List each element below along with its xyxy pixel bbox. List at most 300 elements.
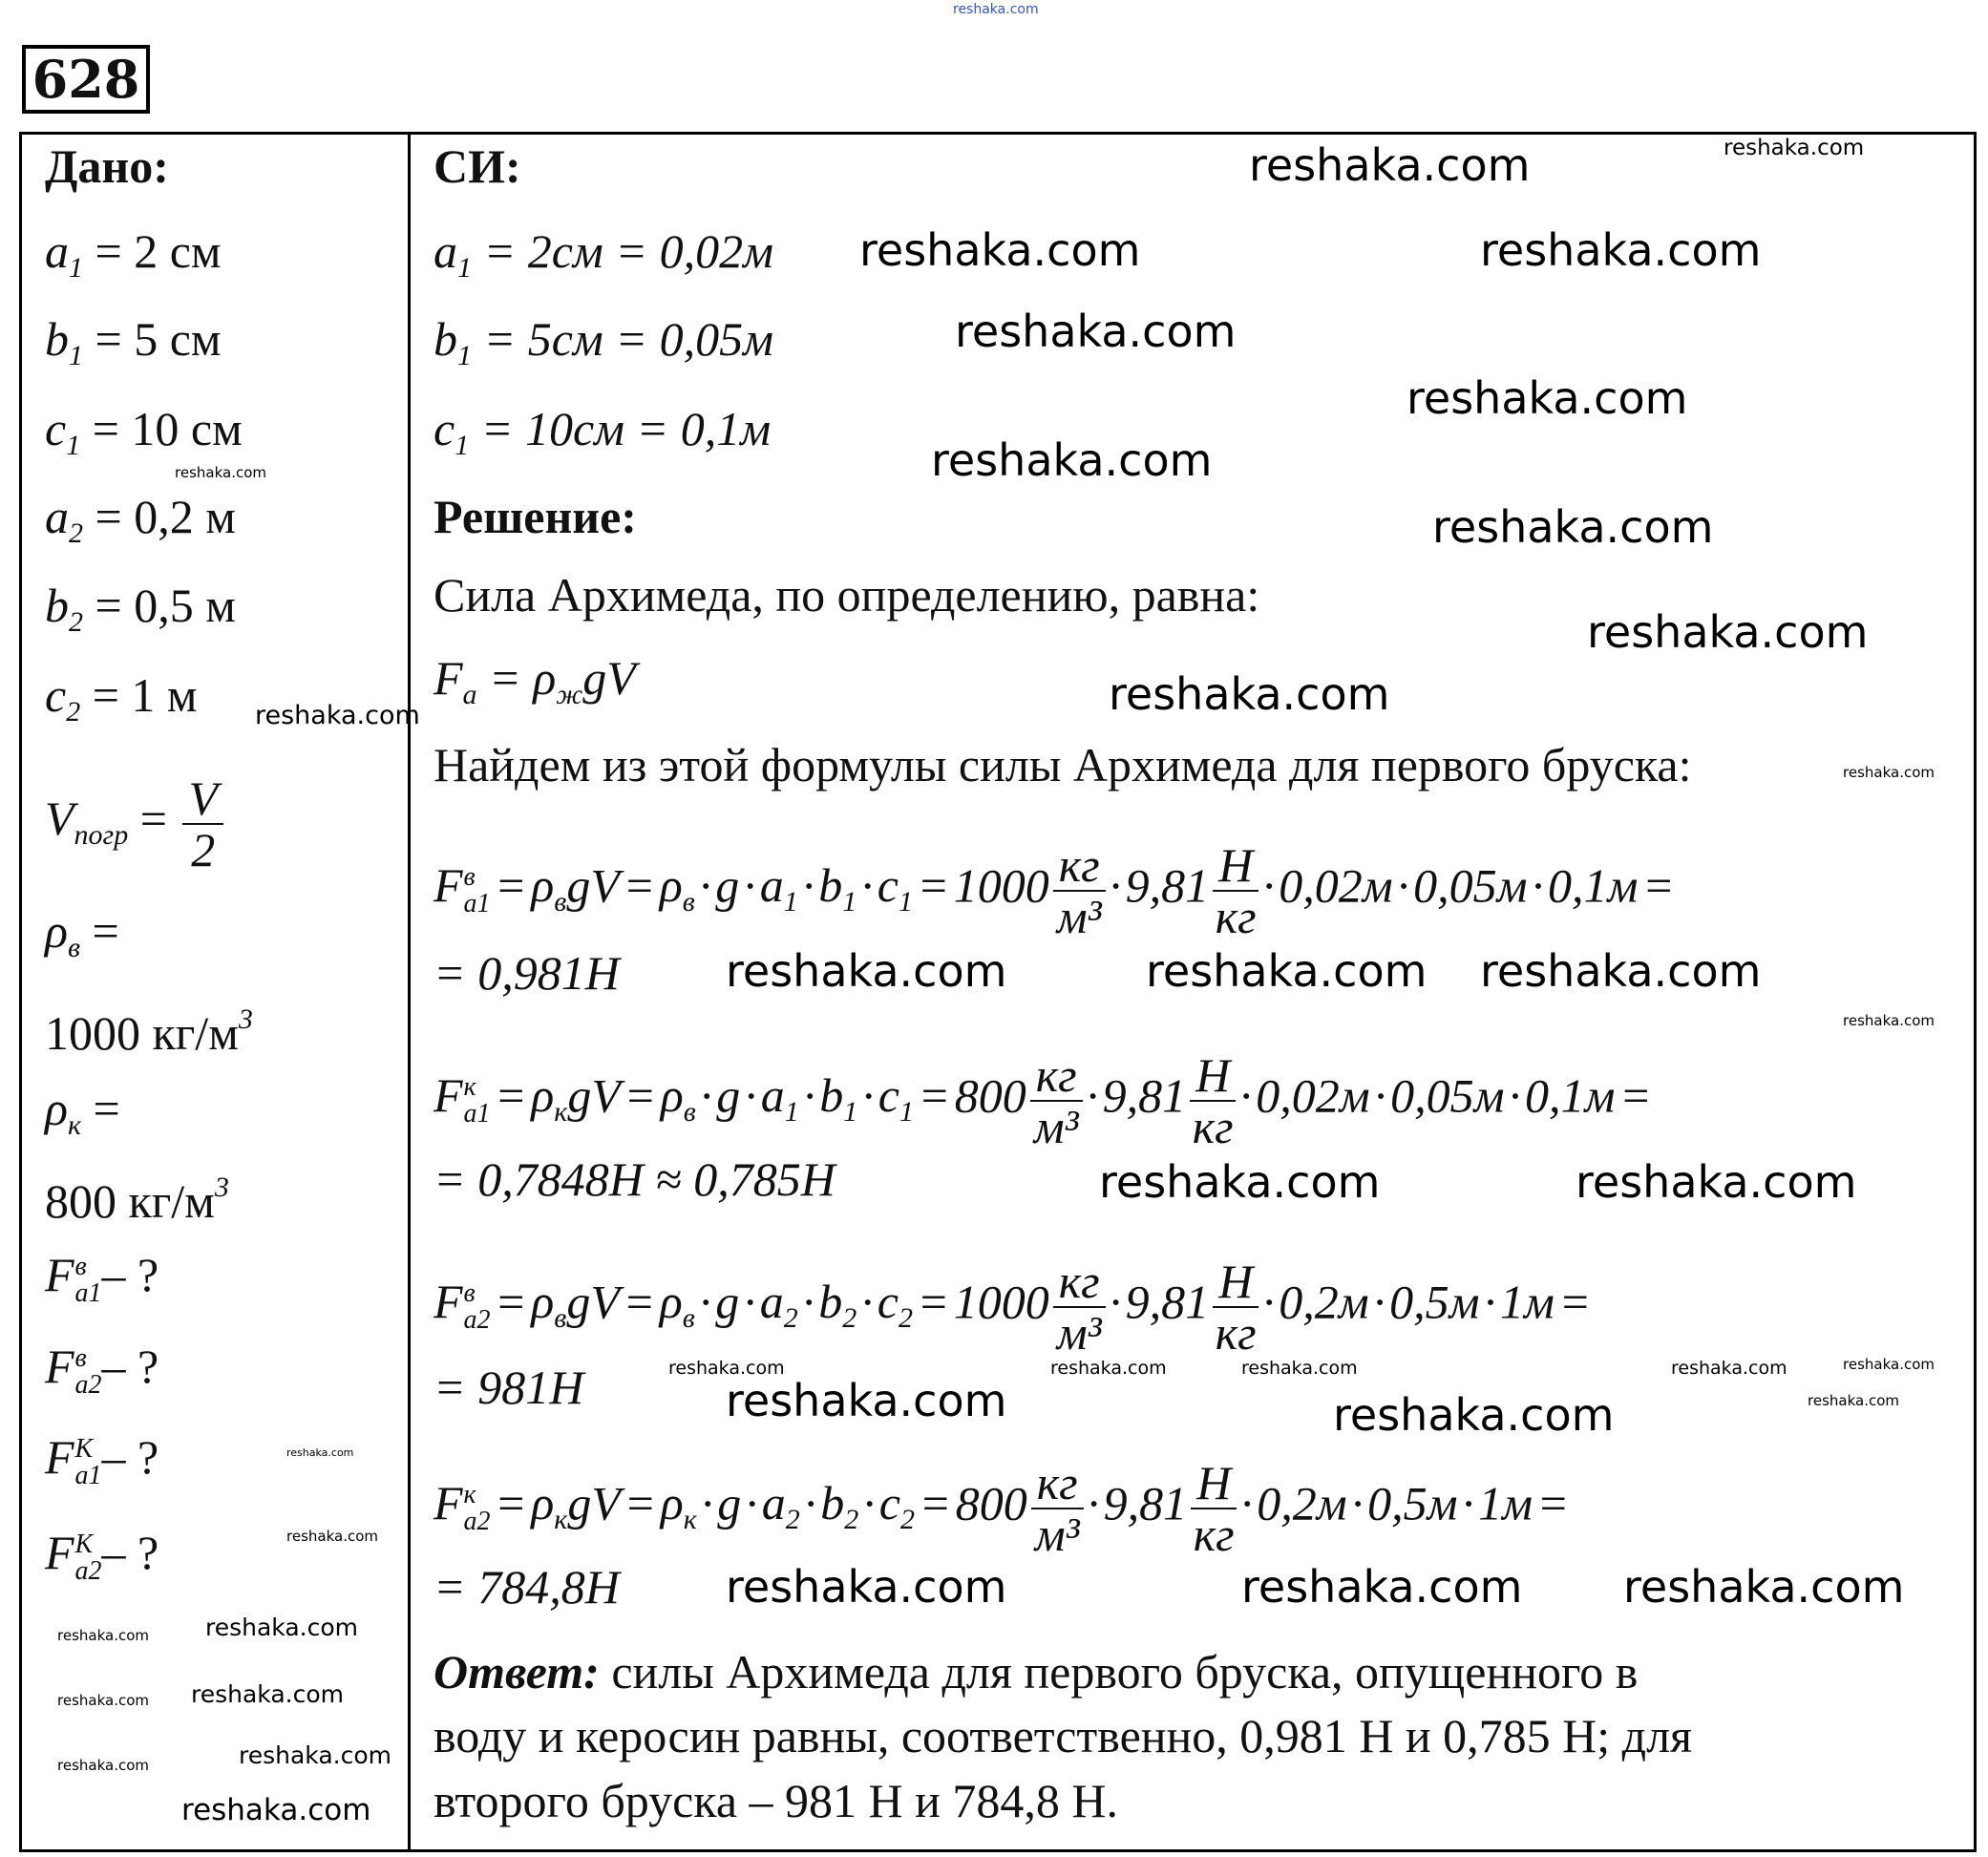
variable: b xyxy=(818,858,843,913)
variable: c xyxy=(45,402,67,455)
unknown-line xyxy=(45,1424,159,1490)
numerator: Н xyxy=(1213,1256,1258,1308)
math-variable xyxy=(818,1268,857,1352)
index-stack xyxy=(75,1531,102,1585)
denominator: м³ xyxy=(1033,1100,1079,1153)
subscript: a1 xyxy=(74,1277,102,1308)
given-line xyxy=(45,1075,120,1159)
formula-line xyxy=(434,840,1675,941)
numerator: кг xyxy=(1031,1458,1084,1509)
variable: F xyxy=(45,1248,74,1301)
math-text: · 0,2м · 0,5м · 1м = xyxy=(1262,1275,1592,1329)
math-variable xyxy=(434,644,477,728)
index-stack xyxy=(74,1342,102,1400)
superscript: в xyxy=(74,1251,87,1281)
solution-heading: Решение: xyxy=(434,490,637,543)
variable: ρ xyxy=(45,1082,68,1135)
column-divider xyxy=(408,132,411,1850)
subscript: 1 xyxy=(69,252,83,284)
formula-line xyxy=(434,1256,1591,1358)
math-variable xyxy=(45,572,83,656)
variable: c xyxy=(877,1275,899,1329)
denominator: м³ xyxy=(1056,890,1102,943)
index-stack xyxy=(74,1433,102,1490)
math-variable xyxy=(434,395,469,479)
math-text: = 5см = 0,05м xyxy=(472,312,773,366)
math-text: · 0,2м · 0,5м · 1м = xyxy=(1240,1476,1570,1530)
watermark: reshaka.com xyxy=(1406,372,1688,424)
given-line xyxy=(45,218,222,302)
math-text: = xyxy=(476,651,534,705)
math-variable xyxy=(45,1424,102,1490)
given-line xyxy=(45,897,119,981)
math-variable xyxy=(661,1062,696,1146)
variable: c xyxy=(434,402,455,455)
math-variable xyxy=(819,1062,857,1146)
math-variable xyxy=(818,852,857,936)
watermark: reshaka.com xyxy=(1241,1358,1358,1379)
math-variable xyxy=(820,1469,858,1553)
watermark: reshaka.com xyxy=(726,1375,1007,1426)
denominator: м³ xyxy=(1034,1508,1080,1561)
fraction xyxy=(1030,1050,1083,1151)
subscript: 1 xyxy=(66,430,81,461)
text: = xyxy=(80,904,119,958)
subscript: 1 xyxy=(457,340,472,371)
math-variable xyxy=(762,1469,800,1553)
formula-line xyxy=(434,1050,1652,1151)
text: – ? xyxy=(101,1526,159,1579)
exponent: 3 xyxy=(238,1003,253,1035)
math-text: = 0,7848Н ≈ 0,785Н xyxy=(434,1152,835,1206)
variable: F xyxy=(434,858,463,913)
text: 800 кг/м xyxy=(45,1174,215,1228)
watermark: reshaka.com xyxy=(57,1757,149,1774)
watermark: reshaka.com xyxy=(1671,1358,1787,1379)
fraction xyxy=(1213,840,1258,941)
watermark: reshaka.com xyxy=(255,701,420,730)
watermark: reshaka.com xyxy=(955,306,1237,357)
math-variable xyxy=(660,852,695,936)
unknown-line xyxy=(45,1333,159,1400)
math-text: = 0,981Н xyxy=(434,946,620,1000)
superscript: К xyxy=(74,1529,94,1559)
watermark: reshaka.com xyxy=(1146,945,1428,997)
watermark: reshaka.com xyxy=(286,1528,378,1545)
variable: F xyxy=(45,1430,74,1484)
watermark: reshaka.com xyxy=(57,1692,149,1709)
watermark: reshaka.com xyxy=(1249,139,1531,191)
variable: ρ xyxy=(531,1476,555,1530)
math-text: · 9,81 xyxy=(1109,1275,1210,1329)
watermark: reshaka.com xyxy=(931,434,1213,486)
problem-number: 628 xyxy=(22,45,150,114)
subscript: a2 xyxy=(463,1507,491,1536)
math-text: · 0,02м · 0,05м · 0,1м = xyxy=(1262,858,1675,913)
text: = 10 см xyxy=(80,402,243,455)
watermark: reshaka.com xyxy=(239,1741,391,1769)
subscript: погр xyxy=(74,819,129,852)
variable: ρ xyxy=(660,1068,684,1123)
superscript: К xyxy=(74,1433,94,1464)
given-line xyxy=(45,662,198,746)
math-variable xyxy=(45,1333,102,1400)
watermark: reshaka.com xyxy=(953,2,1039,17)
watermark: reshaka.com xyxy=(1808,1392,1899,1409)
math-variable xyxy=(45,1075,81,1159)
subscript: 1 xyxy=(898,886,913,918)
subscript: 1 xyxy=(457,252,472,284)
index-stack xyxy=(464,1482,491,1535)
denominator: кг xyxy=(1215,1306,1257,1360)
watermark: reshaka.com xyxy=(175,464,266,481)
numerator: кг xyxy=(1053,1256,1106,1308)
watermark: reshaka.com xyxy=(1576,1156,1857,1208)
text: – ? xyxy=(101,1340,159,1393)
variable: ρ xyxy=(659,858,683,913)
superscript: в xyxy=(463,1278,476,1308)
index-stack xyxy=(464,1074,491,1128)
variable: a xyxy=(45,490,69,543)
subscript: в xyxy=(554,886,567,918)
index-stack xyxy=(464,864,491,918)
math-text: · xyxy=(858,1476,879,1530)
math-text: = 800 xyxy=(914,1476,1027,1530)
math-text: = 1000 xyxy=(912,858,1049,913)
math-variable xyxy=(434,1062,491,1129)
watermark: reshaka.com xyxy=(181,1793,371,1827)
watermark: reshaka.com xyxy=(1724,136,1865,160)
text: = 5 см xyxy=(83,312,222,366)
variable: ρ xyxy=(533,651,557,705)
variable: b xyxy=(818,1275,843,1329)
subscript: 1 xyxy=(455,430,470,461)
math-text: = xyxy=(490,858,532,913)
superscript: к xyxy=(463,1072,476,1102)
subscript: 1 xyxy=(784,1096,799,1129)
math-variable xyxy=(761,1062,799,1146)
find-text: Найдем из этой формулы силы Архимеда для первого бруска: xyxy=(434,738,1692,791)
math-variable xyxy=(45,785,128,869)
math-variable xyxy=(434,1469,491,1536)
numerator: Н xyxy=(1213,840,1258,892)
formula-line xyxy=(434,1458,1569,1559)
watermark: reshaka.com xyxy=(859,224,1141,276)
variable: ρ xyxy=(531,1068,555,1123)
watermark: reshaka.com xyxy=(1099,1156,1381,1208)
variable: F xyxy=(45,1340,74,1393)
math-text: · xyxy=(797,1275,819,1329)
math-text: = 981Н xyxy=(434,1361,584,1414)
math-text: = 800 xyxy=(913,1068,1026,1123)
watermark: reshaka.com xyxy=(1109,668,1390,720)
math-variable xyxy=(760,852,798,936)
subscript: a1 xyxy=(463,1099,491,1129)
definition-formula xyxy=(434,644,636,728)
subscript: к xyxy=(68,1109,82,1141)
watermark: reshaka.com xyxy=(1050,1358,1167,1379)
watermark: reshaka.com xyxy=(286,1446,354,1459)
math-text: · 9,81 xyxy=(1086,1068,1187,1123)
math-variable xyxy=(531,1062,567,1146)
fraction xyxy=(1053,840,1106,941)
text: – ? xyxy=(101,1248,159,1301)
math-variable xyxy=(45,395,80,479)
formula-result xyxy=(434,1553,620,1620)
math-variable xyxy=(878,852,913,936)
math-text: · xyxy=(797,858,819,913)
numerator: Н xyxy=(1190,1050,1236,1102)
subscript: в xyxy=(682,1302,695,1335)
answer-label: Ответ: xyxy=(434,1645,600,1699)
answer-line: второго бруска – 981 Н и 784,8 Н. xyxy=(434,1774,1118,1827)
subscript: 1 xyxy=(899,1096,914,1129)
math-text: gV = xyxy=(566,858,660,913)
math-text: gV = xyxy=(567,1476,661,1530)
variable: b xyxy=(819,1068,844,1123)
watermark: reshaka.com xyxy=(1843,764,1935,781)
text: – ? xyxy=(101,1430,159,1484)
math-variable xyxy=(45,1241,102,1308)
subscript: 2 xyxy=(783,1302,798,1335)
solution-intro: Сила Архимеда, по определению, равна: xyxy=(434,568,1260,622)
variable: ρ xyxy=(45,904,68,958)
math-text: · 0,02м · 0,05м · 0,1м = xyxy=(1239,1068,1652,1123)
text: = xyxy=(81,1082,120,1135)
math-variable xyxy=(660,1268,695,1352)
denominator: кг xyxy=(1192,1100,1234,1153)
subscript: 1 xyxy=(69,340,83,371)
given-line xyxy=(45,306,222,390)
fraction xyxy=(1191,1458,1237,1559)
subscript: a1 xyxy=(74,1460,102,1490)
text: = xyxy=(128,791,180,846)
math-variable xyxy=(434,1268,491,1335)
text: = 2 см xyxy=(83,224,222,278)
superscript: в xyxy=(463,862,476,892)
variable: ρ xyxy=(531,1275,555,1329)
formula-result xyxy=(434,939,620,1006)
variable: c xyxy=(877,858,899,913)
subscript: 2 xyxy=(898,1302,913,1335)
index-stack xyxy=(464,1280,491,1334)
math-text: gV xyxy=(582,651,636,705)
variable: F xyxy=(434,1275,463,1329)
subscript: в xyxy=(68,932,81,963)
subscript: ж xyxy=(556,679,583,710)
subscript: 1 xyxy=(783,886,798,918)
si-heading: СИ: xyxy=(434,139,521,193)
variable: ρ xyxy=(660,1476,684,1530)
math-variable xyxy=(661,1469,697,1553)
variable: a xyxy=(45,224,69,278)
subscript: 1 xyxy=(843,1096,858,1129)
variable: F xyxy=(434,1068,463,1123)
watermark: reshaka.com xyxy=(191,1680,344,1708)
variable: b xyxy=(45,579,69,632)
math-text: = xyxy=(490,1476,532,1530)
watermark: reshaka.com xyxy=(668,1358,785,1379)
subscript: a2 xyxy=(74,1369,102,1400)
watermark: reshaka.com xyxy=(57,1627,149,1644)
subscript: к xyxy=(554,1504,568,1536)
given-line xyxy=(45,986,253,1066)
subscript: a2 xyxy=(463,1305,491,1335)
math-text: · g · xyxy=(694,858,760,913)
watermark: reshaka.com xyxy=(726,945,1007,997)
answer-text: силы Архимеда для первого бруска, опущенного в xyxy=(599,1645,1639,1699)
math-text: · xyxy=(798,1068,820,1123)
subscript: 1 xyxy=(842,886,857,918)
math-text: = 1000 xyxy=(912,1275,1049,1329)
variable: ρ xyxy=(659,1275,683,1329)
watermark: reshaka.com xyxy=(1480,945,1762,997)
math-text: · 9,81 xyxy=(1109,858,1210,913)
watermark: reshaka.com xyxy=(1623,1561,1905,1613)
formula-result xyxy=(434,1354,583,1421)
fraction xyxy=(1053,1256,1106,1358)
numerator: кг xyxy=(1053,840,1106,892)
watermark: reshaka.com xyxy=(1241,1561,1523,1613)
math-text: = 2см = 0,02м xyxy=(472,224,773,278)
variable: F xyxy=(434,1476,463,1530)
math-text: · xyxy=(857,1068,878,1123)
fraction xyxy=(1031,1458,1084,1559)
variable: F xyxy=(45,1526,74,1579)
si-line xyxy=(434,218,773,302)
si-line xyxy=(434,395,771,479)
watermark: reshaka.com xyxy=(726,1561,1007,1613)
numerator: кг xyxy=(1030,1050,1083,1102)
math-text: · 9,81 xyxy=(1087,1476,1188,1530)
text: = 1 м xyxy=(80,668,198,722)
given-line xyxy=(45,1154,229,1234)
subscript: к xyxy=(554,1096,568,1129)
math-variable xyxy=(45,1519,102,1586)
text: 1000 кг/м xyxy=(45,1006,239,1060)
answer-line xyxy=(434,1638,1638,1705)
math-variable xyxy=(531,1268,566,1352)
math-text: · xyxy=(799,1476,821,1530)
subscript: a2 xyxy=(74,1555,102,1586)
math-variable xyxy=(434,852,491,918)
superscript xyxy=(215,1154,229,1234)
fraction xyxy=(182,773,223,875)
math-text: · g · xyxy=(696,1476,762,1530)
variable: F xyxy=(434,651,463,705)
math-text: · xyxy=(857,858,878,913)
math-text: = 784,8Н xyxy=(434,1560,620,1614)
math-variable xyxy=(878,1062,914,1146)
unknown-line xyxy=(45,1241,159,1308)
subscript: 2 xyxy=(899,1504,915,1536)
si-line xyxy=(434,306,773,390)
subscript: 2 xyxy=(69,606,83,638)
variable: ρ xyxy=(531,858,555,913)
math-variable xyxy=(45,662,80,746)
variable: c xyxy=(878,1476,900,1530)
given-heading: Дано: xyxy=(45,139,169,193)
answer-line: воду и керосин равны, соответственно, 0,981 Н и 0,785 Н; для xyxy=(434,1709,1693,1762)
watermark: reshaka.com xyxy=(1587,606,1869,658)
superscript: к xyxy=(463,1480,476,1509)
variable: b xyxy=(45,312,69,366)
watermark: reshaka.com xyxy=(1480,224,1762,276)
exponent: 3 xyxy=(214,1171,229,1203)
subscript: 2 xyxy=(842,1302,857,1335)
subscript: a1 xyxy=(463,889,491,918)
subscript: 2 xyxy=(844,1504,859,1536)
math-variable xyxy=(879,1469,915,1553)
watermark: reshaka.com xyxy=(205,1614,358,1641)
unknown-line xyxy=(45,1519,159,1586)
variable: a xyxy=(759,858,784,913)
math-variable xyxy=(45,218,83,302)
subscript: 2 xyxy=(785,1504,800,1536)
numerator: V xyxy=(182,773,223,825)
math-variable xyxy=(531,852,566,936)
superscript: в xyxy=(74,1342,87,1373)
text: = 0,2 м xyxy=(83,490,236,543)
math-text: = 10см = 0,1м xyxy=(469,402,772,455)
watermark: reshaka.com xyxy=(1333,1389,1615,1441)
given-line xyxy=(45,773,227,875)
subscript: 2 xyxy=(66,696,81,728)
math-variable xyxy=(533,644,582,728)
math-variable xyxy=(45,306,83,390)
subscript: a xyxy=(462,679,477,710)
math-variable xyxy=(45,897,80,981)
math-variable xyxy=(45,483,83,567)
variable: c xyxy=(878,1068,899,1123)
math-text: · xyxy=(857,1275,878,1329)
text: = 0,5 м xyxy=(83,579,236,632)
math-variable xyxy=(531,1469,567,1553)
subscript: в xyxy=(683,1096,696,1129)
math-text: · g · xyxy=(694,1275,760,1329)
subscript: к xyxy=(683,1504,697,1536)
denominator: 2 xyxy=(191,823,216,876)
math-text: gV = xyxy=(567,1068,661,1123)
watermark: reshaka.com xyxy=(1843,1356,1935,1373)
watermark: reshaka.com xyxy=(1432,501,1714,553)
math-text: = xyxy=(490,1068,532,1123)
math-text: gV = xyxy=(566,1275,660,1329)
variable: a xyxy=(760,1068,785,1123)
math-variable xyxy=(434,218,472,302)
index-stack xyxy=(74,1251,102,1308)
math-text: = xyxy=(490,1275,532,1329)
variable: a xyxy=(761,1476,786,1530)
math-variable xyxy=(760,1268,798,1352)
variable: V xyxy=(45,791,74,846)
denominator: м³ xyxy=(1056,1306,1102,1360)
variable: b xyxy=(434,312,457,366)
denominator: кг xyxy=(1193,1508,1235,1561)
variable: b xyxy=(820,1476,845,1530)
math-variable xyxy=(434,306,472,390)
watermark: reshaka.com xyxy=(1843,1012,1935,1029)
denominator: кг xyxy=(1215,890,1257,943)
superscript xyxy=(239,986,253,1066)
given-line xyxy=(45,483,236,567)
math-variable xyxy=(878,1268,913,1352)
formula-result xyxy=(434,1146,835,1213)
subscript: в xyxy=(554,1302,567,1335)
variable: a xyxy=(759,1275,784,1329)
subscript: в xyxy=(682,886,695,918)
variable: c xyxy=(45,668,67,722)
